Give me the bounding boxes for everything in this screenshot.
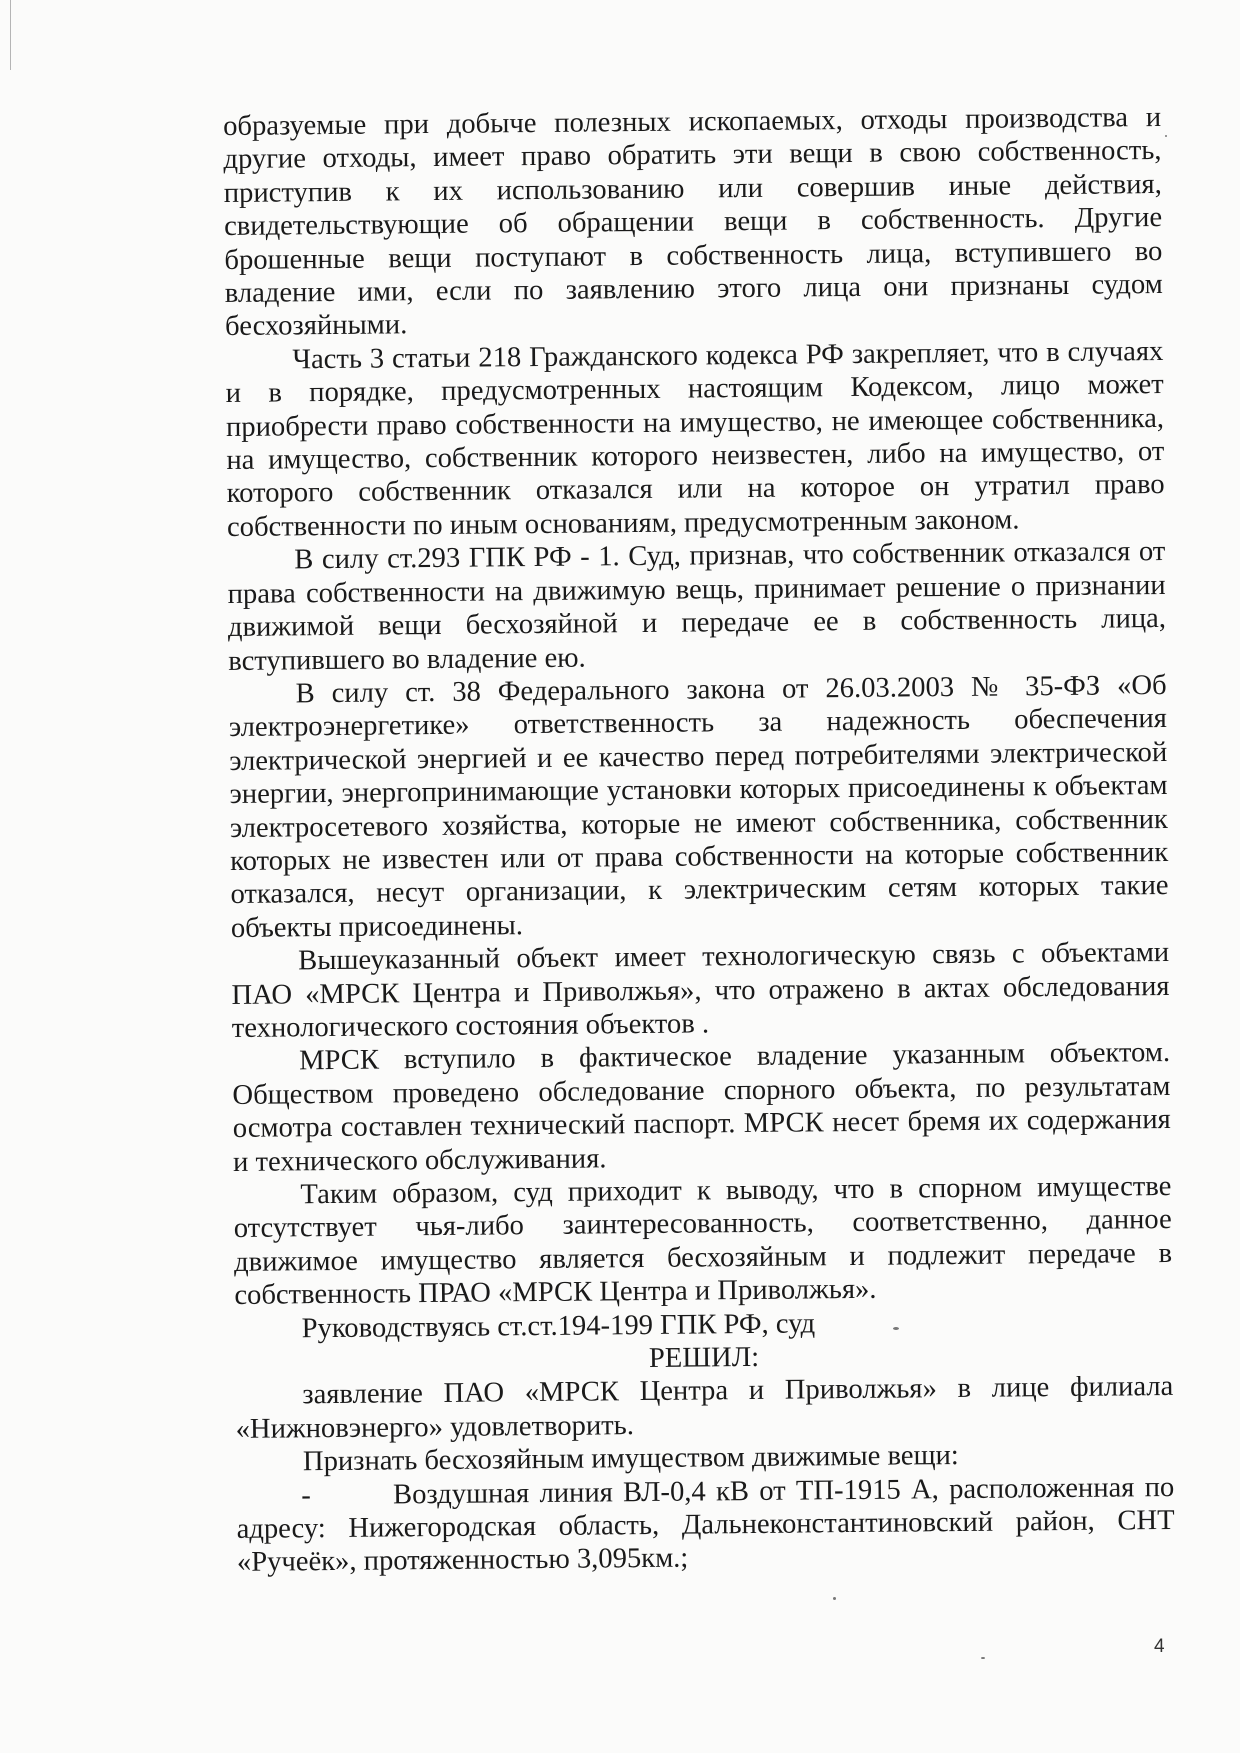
- paragraph-recognize: Признать бесхозяйным имуществом движимые вещи:: [302, 1440, 959, 1478]
- list-item-overhead-line: - Воздушная линия ВЛ-0,4 кВ от ТП-1915 А, расположенная по адресу: Нижегородская область, Дальнеконстантиновский район, СНТ «Ручеёк», протяженностью 3,095км.;: [236, 1471, 1175, 1579]
- scan-speck: [893, 1327, 899, 1330]
- scan-speck: [1165, 135, 1167, 137]
- paragraph-article-293: В силу ст.293 ГПК РФ - 1. Суд, признав, что собственник отказался от права собственности на движимую вещь, принимает решение о признании движимой вещи бесхозяйной и передаче ее в собственность лица, вступившего во владение ею.: [227, 536, 1167, 677]
- paragraph-satisfy-claim: заявление ПАО «МРСК Центра и Приволжья» в лице филиала «Нижновэнерго» удовлетворить.: [235, 1371, 1174, 1445]
- paragraph-article-38: В силу ст. 38 Федерального закона от 26.03.2003 № 35-ФЗ «Об электроэнергетике» ответственность за надежность обеспечения электрической энергией и ее качество перед потребителями электрической энергии, энергопринимающие установки которых присоединены к объектам электросетевого хозяйства, которые не имеют собственника, собственник которых не известен или от права собственности на которые собственник отказался, несут организации, к электрическим сетям которых такие объекты присоединены.: [228, 669, 1169, 944]
- document-body: [223, 101, 1175, 1580]
- page-number: 4: [1154, 1636, 1165, 1657]
- paragraph-technological-link: Вышеуказанный объект имеет технологическую связь с объектами ПАО «МРСК Центра и Приволжья», что отражено в актах обследования технологического состояния объектов .: [231, 937, 1170, 1044]
- scan-speck: [833, 1597, 836, 1600]
- paragraph-possession: МРСК вступило в фактическое владение указанным объектом. Обществом проведено обследование спорного объекта, по результатам осмотра составлен технический паспорт. МРСК несет бремя их содержания и технического обслуживания.: [232, 1037, 1171, 1178]
- paragraph-conclusion: Таким образом, суд приходит к выводу, что в спорном имуществе отсутствует чья-либо заинтересованность, соответственно, данное движимое имущество является бесхозяйным и подлежит передаче в собственность ПРАО «МРСК Центра и Приволжья».: [233, 1170, 1173, 1312]
- paragraph-article-218: Часть 3 статьи 218 Гражданского кодекса РФ закрепляет, что в случаях и в порядке, предусмотренных настоящим Кодексом, лицо может приобрести право собственности на имущество, не имеющее собственника, на имущество, собственник которого неизвестен, либо на имущество, от которого собственник отказался или на которое он утратил право собственности по иным основаниям, предусмотренным законом.: [225, 335, 1165, 543]
- scan-speck: [981, 1657, 985, 1659]
- paragraph-continuation: образуемые при добыче полезных ископаемых, отходы производства и другие отходы, имеет право обратить эти вещи в свою собственность, приступив к их использованию или совершив иные действия, свидетельствующие об обращении вещи в собственность. Другие брошенные вещи поступают в собственность лица, вступившего во владение ими, если по заявлению этого лица они признаны судом бесхозяйными.: [223, 101, 1163, 343]
- margin-line: [10, 0, 11, 70]
- paragraph-guided-by: Руководствуясь ст.ст.194-199 ГПК РФ, суд: [301, 1307, 816, 1344]
- decision-heading: РЕШИЛ:: [648, 1341, 760, 1374]
